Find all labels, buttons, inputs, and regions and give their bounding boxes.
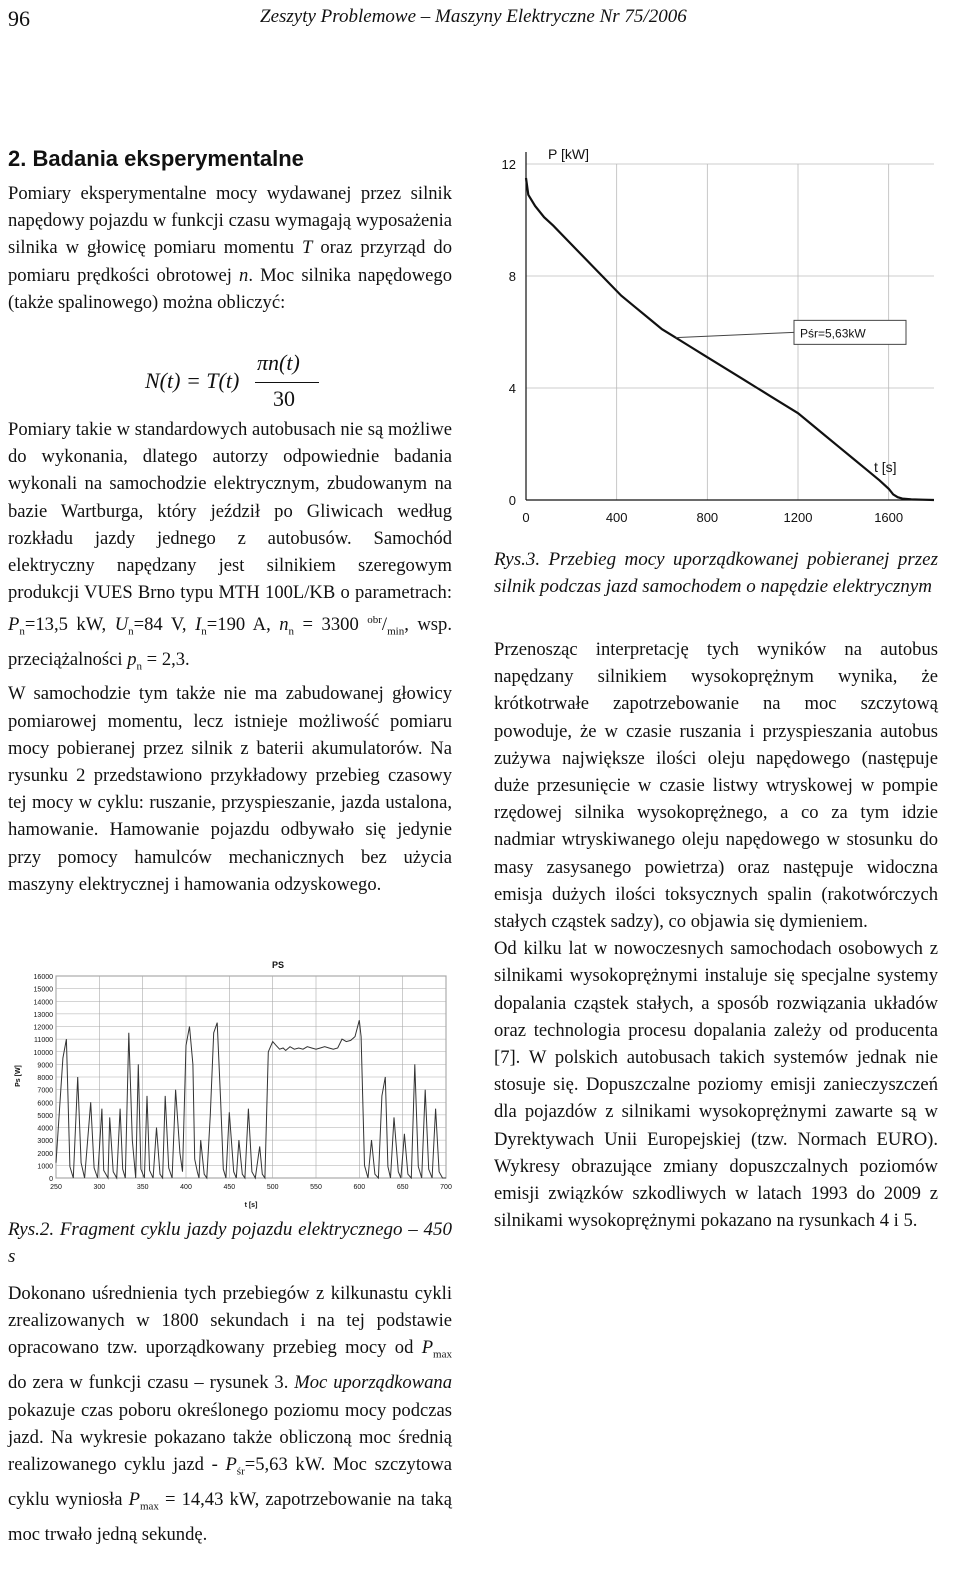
formula-denominator: 30 [273,386,295,411]
motor-params: $P_n=13,5$ kW, $U_n=84$ V, $I_n=190$ A, $n_n = 3300$ $^{obr}/_{min}$, wsp. przeciążalności $p_n = 2,3$. [8,613,452,673]
y-tick-label: 12000 [33,1024,53,1032]
y-tick-label: 3000 [37,1138,53,1146]
y-tick-label: 14000 [33,999,53,1007]
chart-title: PS [271,960,285,970]
x-axis-label: t [s] [874,459,897,475]
y-tick-label: 4000 [37,1125,53,1133]
left-paragraph-2: Pomiary takie w standardowych autobusach nie są możliwe do wykonania, dlatego autorzy odpowiednie badania wykonali na samochodzie elektrycznym, zbudowanym na bazie Wartburga, który jeździł po Gliwicach według rozkładu jazdy jednego z autobusów. Samochód elektryczny napędzany jest silnikiem szeregowym produkcji VUES Brno typu MTH 100L/KB o parametrach: $P_n=13,5$ kW, $U_n=84$ V, $I_n=190$ A, $n_n = 3300$ $^{obr}/_{min}$, wsp. przeciążalności $p_n = 2,3$. W samochodzie tym także nie ma zabudowanej głowicy pomiarowej momentu, lecz istnieje możliwość pomiaru mocy pobieranej przez silnik z baterii akumulatorów. Na rysunku 2 przedstawiono przykładowy przebieg czasowy tej mocy w cyklu: ruszanie, przyspieszanie, jazda ustalona, hamowanie. Hamowanie pojazdu odbywało się jedynie przy pomocy hamulców mechanicznych bez użycia maszyny elektrycznej i hamowania odzyskowego. [8,416,452,898]
x-tick-label: 400 [180,1184,192,1191]
y-axis-label: P [kW] [548,146,589,162]
y-tick-label: 12 [501,157,516,172]
y-tick-label: 13000 [33,1011,53,1019]
annotation-leader [676,332,794,337]
y-tick-label: 5000 [37,1112,53,1120]
y-tick-label: 8 [508,269,516,284]
x-tick-label: 800 [696,510,719,525]
chart-ordered-power [494,140,944,540]
x-tick-label: 450 [223,1184,236,1191]
y-tick-label: 6000 [37,1100,53,1108]
y-tick-label: 0 [508,493,516,508]
figure-3-caption: Rys.3. Przebieg mocy uporządkowanej pobieranej przez silnik podczas jazd samochodem o napędzie elektrycznym [494,549,938,597]
x-tick-label: 650 [396,1184,409,1191]
left-paragraph-3: W samochodzie tym także nie ma zabudowanej głowicy pomiarowej momentu, lecz istnieje możliwość pomiaru mocy pobieranej przez silnik z baterii akumulatorów. Na rysunku 2 przedstawiono przykładowy przebieg czasowy tej mocy w cyklu: ruszanie, przyspieszanie, jazda ustalona, hamowanie. Hamowanie pojazdu odbywało się jedynie przy pomocy hamulców mechanicznych bez użycia maszyny elektrycznej i hamowania odzyskowego. [8,683,452,895]
y-tick-label: 10000 [33,1049,53,1057]
x-tick-label: 0 [522,510,530,525]
x-tick-label: 700 [440,1184,452,1191]
x-tick-label: 400 [605,510,628,525]
formula-numerator: πn(t) [257,350,300,375]
y-tick-label: 9000 [37,1062,53,1070]
x-tick-label: 600 [353,1184,366,1191]
right-paragraph-1: Przenosząc interpretację tych wyników na autobus napędzany silnikiem wysokoprężnym wynika, że krótkotrwałe zapotrzebowanie na moc szczytową powoduje, że w czasie ruszania i przyspieszania autobus zużywa największe ilości oleju napędowego (następuje duże przesunięcie w czasie listwy wtryskowej w pompie rzędowej silnika wysokoprężnego, a co za tym idzie nadmiar wtryskiwanego oleju napędowego w stosunku do masy zasysanego powietrza) oraz następuje widoczna emisja dużych ilości toksycznych spalin (rakotwórczych stałych cząstek sadzy), co objawia się dymieniem. [494,639,938,933]
chart-ps [8,956,458,1210]
power-formula [145,350,375,420]
y-axis-label: Ps [W] [15,1065,22,1087]
page-number: 96 [8,6,30,31]
y-tick-label: 1000 [37,1163,53,1171]
x-tick-label: 500 [266,1184,279,1191]
x-tick-label: 300 [93,1184,106,1191]
left-paragraph-1: Pomiary eksperymentalne mocy wydawanej przez silnik napędowy pojazdu w funkcji czasu wymagają wyposażenia silnika w głowicę pomiaru momentu T oraz przyrząd do pomiaru prędkości obrotowej n. Moc silnika napędowego (także spalinowego) można obliczyć: [8,183,452,313]
formula-lhs: N(t) = T(t) [145,368,240,393]
annotation-label: Pśr=5,63kW [800,326,866,341]
x-tick-label: 250 [50,1184,62,1191]
y-tick-label: 8000 [37,1075,53,1082]
section-title: 2. Badania eksperymentalne [8,146,304,171]
y-tick-label: 15000 [33,986,53,994]
left-paragraph-4: Dokonano uśrednienia tych przebiegów z kilkunastu cykli zrealizowanych w 1800 sekundach i na tej podstawie opracowano tzw. uporządkowany przebieg mocy od $P_{max}$ do zera w funkcji czasu – rysunek 3. Moc uporządkowana pokazuje czas poboru określonego poziomu mocy podczas jazd. Na wykresie pokazano także obliczoną moc średnią realizowanego cyklu jazd - $P_{śr}=5,63$ kW. Moc szczytowa cyklu wyniosła $P_{max} = 14,43$ kW, zapotrzebowanie na taką moc trwało jedną sekundę. [8,1283,452,1545]
y-tick-label: 2000 [37,1150,53,1158]
right-paragraphs [494,636,938,1234]
x-tick-label: 1600 [874,510,904,525]
x-axis-label: t [s] [244,1202,258,1209]
y-tick-label: 4 [508,381,516,396]
x-tick-label: 1200 [783,510,813,525]
x-tick-label: 550 [310,1184,322,1191]
y-tick-label: 7000 [37,1087,53,1095]
y-tick-label: 11000 [34,1037,53,1045]
x-tick-label: 350 [136,1184,149,1191]
figure-2-caption: Rys.2. Fragment cyklu jazdy pojazdu elektrycznego – 450 s [8,1219,452,1267]
y-tick-label: 16000 [33,974,53,981]
formula-fraction-bar [255,382,319,383]
y-tick-label: 0 [49,1176,53,1183]
right-paragraph-2: Od kilku lat w nowoczesnych samochodach osobowych z silnikami wysokoprężnymi instaluje się specjalne systemy dopalania cząstek stałych, a sposób rozwiązania układów oraz technologia procesu dopalania zależy od producenta [7]. W polskich autobusach takich systemów jednak nie stosuje się. Dopuszczalne poziomy emisji zanieczyszczeń dla pojazdów z silnikami wysokoprężnymi zawarte są w Dyrektywach Unii Europejskiej (tzw. Normach EURO). Wykresy obrazujące zmiany dopuszczalnych poziomów emisji związków szkodliwych w latach 1993 do 2009 z silnikami wysokoprężnymi pokazano na rysunkach 4 i 5. [494,938,938,1232]
journal-title: Zeszyty Problemowe – Maszyny Elektryczne Nr 75/2006 [260,6,687,27]
